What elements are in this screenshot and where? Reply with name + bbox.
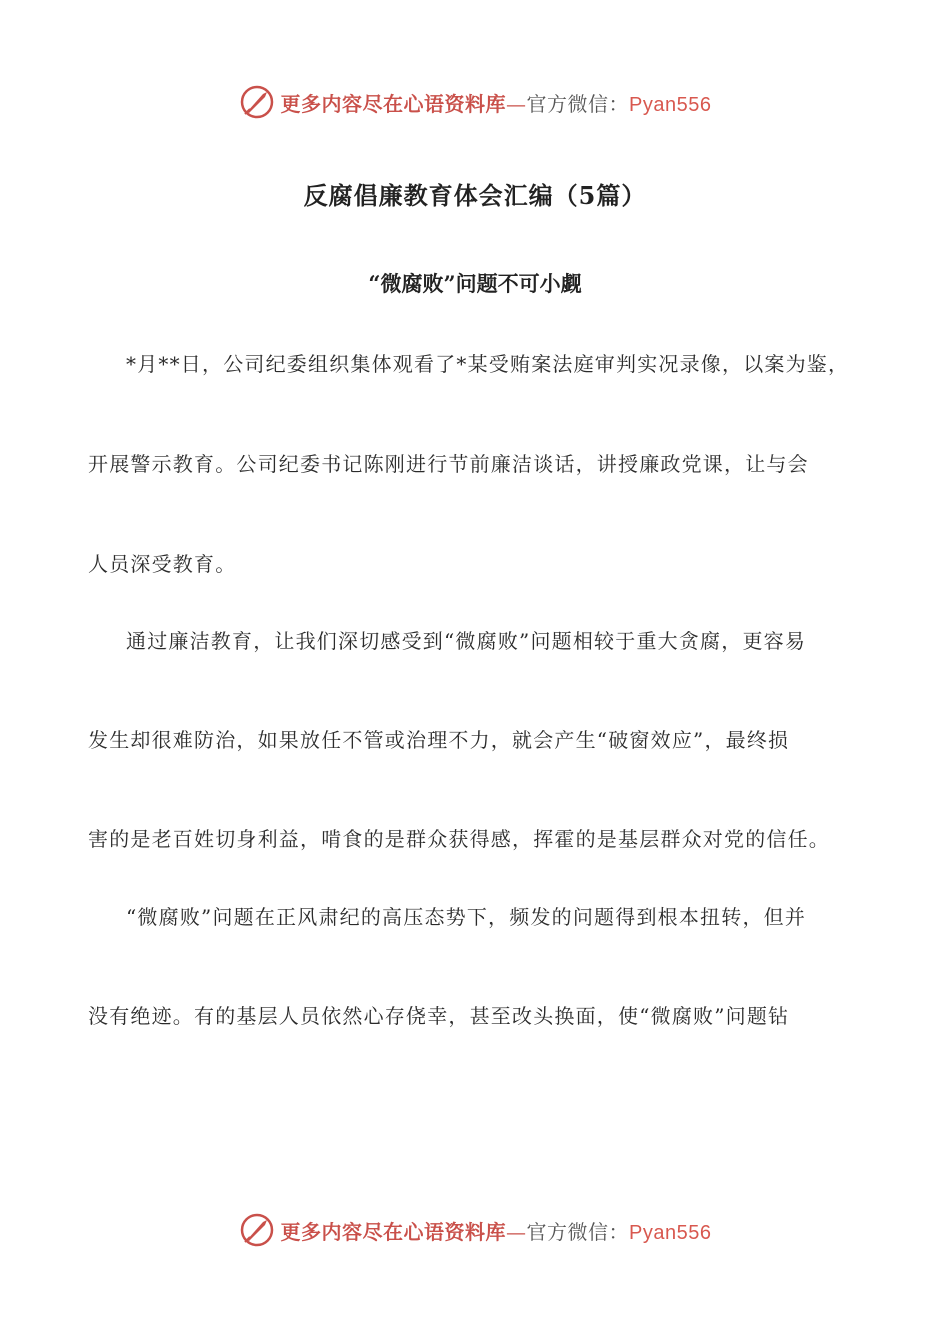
header-banner-wechat-id: Pyan556 <box>629 93 712 116</box>
header-banner-brand: 更多内容尽在心语资料库 <box>280 91 507 116</box>
header-banner-dash: — <box>506 91 527 116</box>
footer-banner <box>0 1208 950 1252</box>
body-line-8: 没有绝迹。有的基层人员依然心存侥幸，甚至改头换面，使“微腐败”问题钻 <box>88 1004 790 1028</box>
header-banner <box>0 80 950 124</box>
footer-banner-text <box>281 1216 712 1245</box>
article-title: “微腐败”问题不可小觑 <box>368 271 582 296</box>
header-banner-text <box>281 88 712 117</box>
body-line-4: 通过廉洁教育，让我们深切感受到“微腐败”问题相较于重大贪腐，更容易 <box>126 629 807 653</box>
header-banner-official-label: 官方微信： <box>526 91 630 116</box>
body-line-1: *月**日，公司纪委组织集体观看了*某受贿案法庭审判实况录像，以案为鉴， <box>126 352 850 376</box>
footer-banner-dash: — <box>506 1219 527 1244</box>
footer-banner-brand: 更多内容尽在心语资料库 <box>280 1219 507 1244</box>
body-line-2: 开展警示教育。公司纪委书记陈刚进行节前廉洁谈话，讲授廉政党课，让与会 <box>88 452 809 476</box>
quill-pen-logo-icon <box>239 84 275 120</box>
footer-banner-official-label: 官方微信： <box>526 1219 630 1244</box>
body-line-7: “微腐败”问题在正风肃纪的高压态势下，频发的问题得到根本扭转，但并 <box>126 905 807 929</box>
body-line-5: 发生却很难防治，如果放任不管或治理不力，就会产生“破窗效应”，最终损 <box>88 728 790 752</box>
body-line-6: 害的是老百姓切身利益，啃食的是群众获得感，挥霍的是基层群众对党的信任。 <box>88 827 830 851</box>
footer-banner-wechat-id: Pyan556 <box>629 1221 712 1244</box>
document-title: 反腐倡廉教育体会汇编（5篇） <box>303 181 647 210</box>
quill-pen-logo-icon <box>239 1212 275 1248</box>
body-line-3: 人员深受教育。 <box>88 552 237 576</box>
